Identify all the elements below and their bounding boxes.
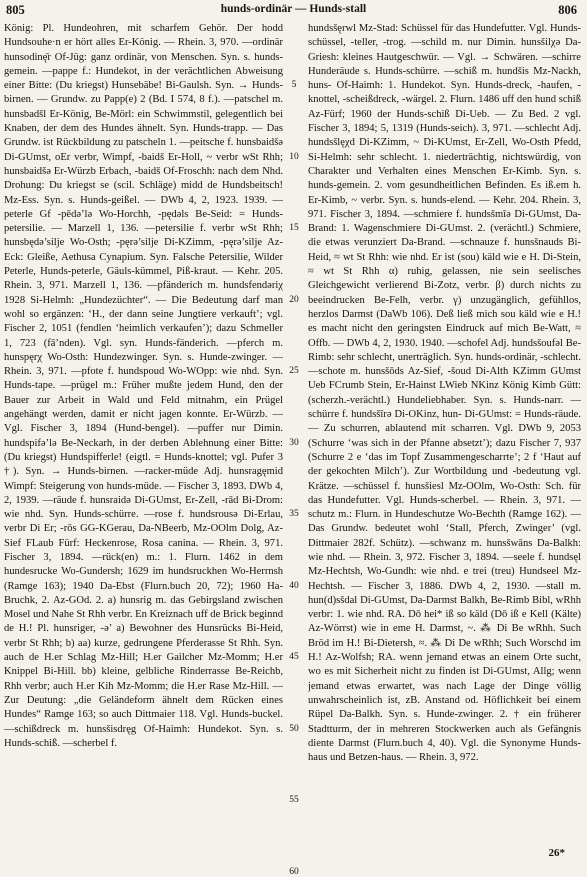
line-numbers-gutter [283,22,307,877]
line-number: 15 [289,223,299,233]
line-number: 50 [289,724,299,734]
page-number-left: 805 [6,3,25,17]
line-number: 40 [289,581,299,591]
line-number: 30 [289,438,299,448]
line-number: 5 [291,80,297,90]
left-column-text: König: Pl. Hundeohren, mit scharfem Gehör. Der hodd Hundsouhe·n er hört alles Er-König. — Rhein. 3, 970. —ordinär hunsodinę̄r Of-Jüg: ganz ordinär, von Menschen. Syn. s. hunds-gemein. —pappe f.: Hundekot, in der verächtlichen Abweisung einer Bitte: (Du kriegst) Hunsebäbe! Bi-Gaulsh. Syn. → Hunds-birnen. — Grundw. zu Papp(e) 2 (Bd. I 574, 8 f.). —patschel m. hunsbadšl Er-König, Be-Mörl: ein Schwimmstil, gelegentlich bei Knaben, der dem des Hundes ähnelt. Syn. Hunds-trapp. — Das Grundw. ist Rückbildung zu patscheln 1. —peitsche f. hunsbaidšə Di-GUmst, oEr verbr, Wimpf, -baidš Er-Holl, ~ verbr wSt Rhh; hunsbaidšə Er-Würzb Erbach, -baidš Of-Froschh: nach dem Nhd. Drohung: Du kriegst se (scil. Schläge) midd de Hundsbeitsch! Mz-Ess. Syn. s. Hunds-geißel. — DWb 4, 2, 1923. 1939. —peterle Gf -pēdə’lə Wo-Horchh, -pędəls Be-Seid: = Hunds-petersilie. — Marzell 1, 136. —petersilie f. verbr wSt Rhh; hunsbędə’silje Wo-Osth; -pęrə’silje Di-KZimm, -pęrə’silje Az-Eck: Gleiße, Aethusa Cynapium. Syn. Falsche Petersilie, Wilder Peterle, Hunds-peterle, Gäuls-kümmel, Piß-kraut. — Kehr. 205. Rhein. 3, 971. Marzell 1, 136. —pfänderich m. hundsfendəriχ 1928 Si-Helmh: „Hundezüchter“. — Die Bedeutung darf man wohl so ergänzen: ‘H., der dann seine Jungtiere verkauft’; vgl. Fischer 2, 1051 (fendlen ‘heimlich verkaufen’); dazu Schmeller 1, 723 (fā’nden). Vgl. syn. Hunds-fänderich. —pferch m. hunspęrχ Wo-Osth: Hundezwinger. Syn. s. Hunde-zwinger. — Rhein. 3, 971. —pfote f. hundspoud Wo-WOpp: wie nhd. Syn. Hunds-tape. —prügel m.: Früher mußte jedem Hund, den der Bauer zur Arbeit in Wald und Feld mitnahm, ein Prügel angehängt werden, damit er nicht jagen konnte. Er-Würzb. — Vgl. Fischer 3, 1894 (Hund-bengel). —puffer nur Dimin. hundspifə’lə Be-Neckarh, in der derben Ablehnung einer Bitte: (Du kriegst) Hundspifferle! (eigtl. = Hunds-knottel; vgl. Pufer 3 †). Syn. → Hunds-birnen. —racker-müde Adj. hunsragęmid Wimpf: Steigerung von hunds-müde. — Fischer 3, 1893. DWb 4, 2, 1939. —räude f. hunsraidə Di-GUmst, Er-Zell, -rād Bi-Drom: wie nhd. Syn. Hunds-schürre. —rose f. hundsrousə Di-Erlau, verbr Di Er; -rōs GG-KGerau, Da-NBeerb, Mz-OOlm Dolg, Az-Sief FLaub Fürf: Heckenrose, Rosa canina. — Rhein. 3, 971. Fischer 3, 1894. —rück(en) m.: 1. Flurn. 1462 in dem hundesrucke Wo-Gundersh; 1629 im hundsruckhen Wo-Herrnsh (Ramge 163); 1940 Da-Ebst (Flurn.buch 20, 72); 1960 Ha-Bruchk, 2. Az-GOd. 2. a) hunsrig m. das Gebirgsland zwischen Mosel und Nahe St Rhh verbr. En Kreiznach uff de Brick beginnd de H.! Pl. hunsriger, -ə’ a) Bewohner des Hunsrücks Bi-Heid, verbr St Rhh; b) aa) kurze, gedrungene Pferderasse St Rhh. Syn. auch de H.er Schlag Mz-Hill; H.er Gailcher Mz-Momm; H.er Knippel Bi-Hill. bb) kleine, gelbliche Rinderrasse Be-Reichb, Rhh verbr; auch H.er Kih Mz-Momm; die H.er Rase Mz-Hill. — Zur Deutung: „die Geländeform ähnelt dem Rücken eines Hundes“ Ramge 163; so auch Dittmaier 118. Vgl. Hunds-buckel. —schißdreck m. hunsšisdręg Of-Haimh: Hundekot. Syn. s. Hunds-schiß. —scherbel f. [4,23,283,749]
page-header [0,3,587,21]
page-number-right: 806 [558,3,577,17]
line-number: 20 [289,295,299,305]
signature-mark: 26* [548,847,565,859]
line-number: 25 [289,366,299,376]
right-column [308,22,581,860]
line-number: 60 [289,867,299,877]
running-title: hunds-ordinär — Hunds-stall [220,3,367,15]
right-column-text: hundsšęrwl Mz-Stad: Schüssel für das Hundefutter. Vgl. Hunds-schüssel, -teller, -trog. —schild m. nur Dimin. hunsšilχə Da-Griesh: kleines Hautgeschwür. — Vgl. → Schwären. —schirre Hunderäude s. Hunds-schürre. —schiß m. hundšis Mz-Nackh, huns- Of-Haimh: 1. Hundekot. Syn. Hunds-dreck, -haufen, -knottel, -scheißdreck, -wärgel. 2. Flurn. 1486 uff den hund schiß Az-Fürf; 1960 der Hunds-schiß Di-Ueb. — Zu Bed. 2 vgl. Fischer 3, 1894; 5, 1319 (Hunds-seich). 3, 971. —schlecht Adj. hundsšlęχd Di-KZimm, ~ Di-KUmst, Er-Zell, Wo-Osth Pfedd, Si-Helmh: sehr schlecht. 1. niederträchtig, nichtswürdig, von Charakter und Verhalten eines Menschen Er-Kimb. Syn. s. hunds-gemein. 2. vom gesundheitlichen Befinden. Es iß.em h. Er-Kimb, ~ verbr. Syn. s. hunds-elend. — Kehr. 204. Rhein. 3, 971. Fischer 3, 1894. —schmiere f. hundsšmīə Di-GUmst, Da-Brand: 1. Wagenschmiere Di-GUmst. 2. (verächtl.) Schmiere, die etwas verunziert Da-Brand. —schnauze f. hunsšnauds Bi-Heid, ≈ wt St Rhh: wie nhd. Er ist (sou) käld wie e H. Di-Stein, ≈ wt St Rhh α) ruhig, gelassen, nie sein seelisches Gleichgewicht verlierend Bi-Zotz, verbr. β) durch nichts zu beeindrucken Be-Felh, verbr. γ) unzugänglich, gefühllos, herzlos Darmst (DaWb 106). Deß ließ mich sou käld wie e H.! es macht nicht den geringsten Eindruck auf mich Be-Watt, ≈ Offb. — DWb 4, 2, 1930. 1940. —schofel Adj. hundsšoufəl Be-Rimb: sehr schlecht, unerträglich. Syn. hunds-ordinär, -schlecht. —schote m. hunsšōds Az-Sief, -šoud Di-Alth KZimm GUmst Ueb FCrumb Stein, Er-Hainst LWieb NKinz König Kimb Gütt: (scherzh.-verächtl.) Hundeliebhaber. Syn. s. Hunds-narr. —schürre f. hundsšīrə Di-OKinz, hun- Di-GUmst: = Hunds-räude. — Zu schurren, ablautend mit scharren. Vgl. DWb 9, 2053 (Schurre ‘was sich in der Pfanne absetzt’); dazu Fischer 7, 937 (Schurre 2 e ‘das im Topf Zusammengescharrte’; 2 f ‘Haut auf der gekochten Milch’). Zur Wortbildung und -bedeutung vgl. Krätze. —schüssel f. hunsšiesl Mz-OOlm, Wo-Osth: Sch. für das Hundefutter. Vgl. Hunds-scherbel. — Rhein. 3, 971. —schutz m.: Flurn. in Hundeschutze Wo-Bechth (Ramge 162). — Das Grundw. bedeutet wohl ‘Stall, Pferch, Zwinger’ (vgl. Dittmaier 282f. Schütz). —schwanz m. hunsšwāns Da-Balkh: wie nhd. — Rhein. 3, 972. Fischer 3, 1894. —seele f. hundsęl Mz-Hechtsh, Wo-Gundh: wie nhd. e trei (treu) Hundseel Mz-Hechtsh. — Fischer 3, 1886. DWb 4, 2, 1930. —stall m. hun(d)sšdal Di-GUmst, Da-Darmst Balkh, Be-Rimb Bibl, wRhh verbr: 1. wie nhd. RA. Dō hei* iß so käld (Dō iß e Kell (Kälte) Az-Wörrst) wie in eme H. Darmst, ~. ⁂ Di Be wRhh. Such Bröd im H.! Bi-Dietersh, ≈. ⁂ Di De wRhh; Such Worschd im H.! Az-Wolfsh; RA. wenn jemand etwas an einem Orte sucht, wo es mit Sicherheit nicht zu finden ist Di-GUmst, Allg; wenn jemand etwas erwartet, was nach Lage der Dinge völlig unwahrscheinlich ist, zB. Anstand od. Höflichkeit bei einem Rüpel Da-Balkh. Syn. s. Hunde-zwinger. 2. † ein früherer Stadtturm, der in mehreren Stockwerken auch als Gefängnis diente Darmst (Flurn.buch 4, 40). Vgl. die Synonyme Hunds-haus und Betzen-haus. — Rhein. 3, 972. [308,23,581,764]
line-number: 10 [289,152,299,162]
line-number: 45 [289,652,299,662]
left-column [4,22,283,860]
line-number: 35 [289,509,299,519]
line-number: 55 [289,795,299,805]
